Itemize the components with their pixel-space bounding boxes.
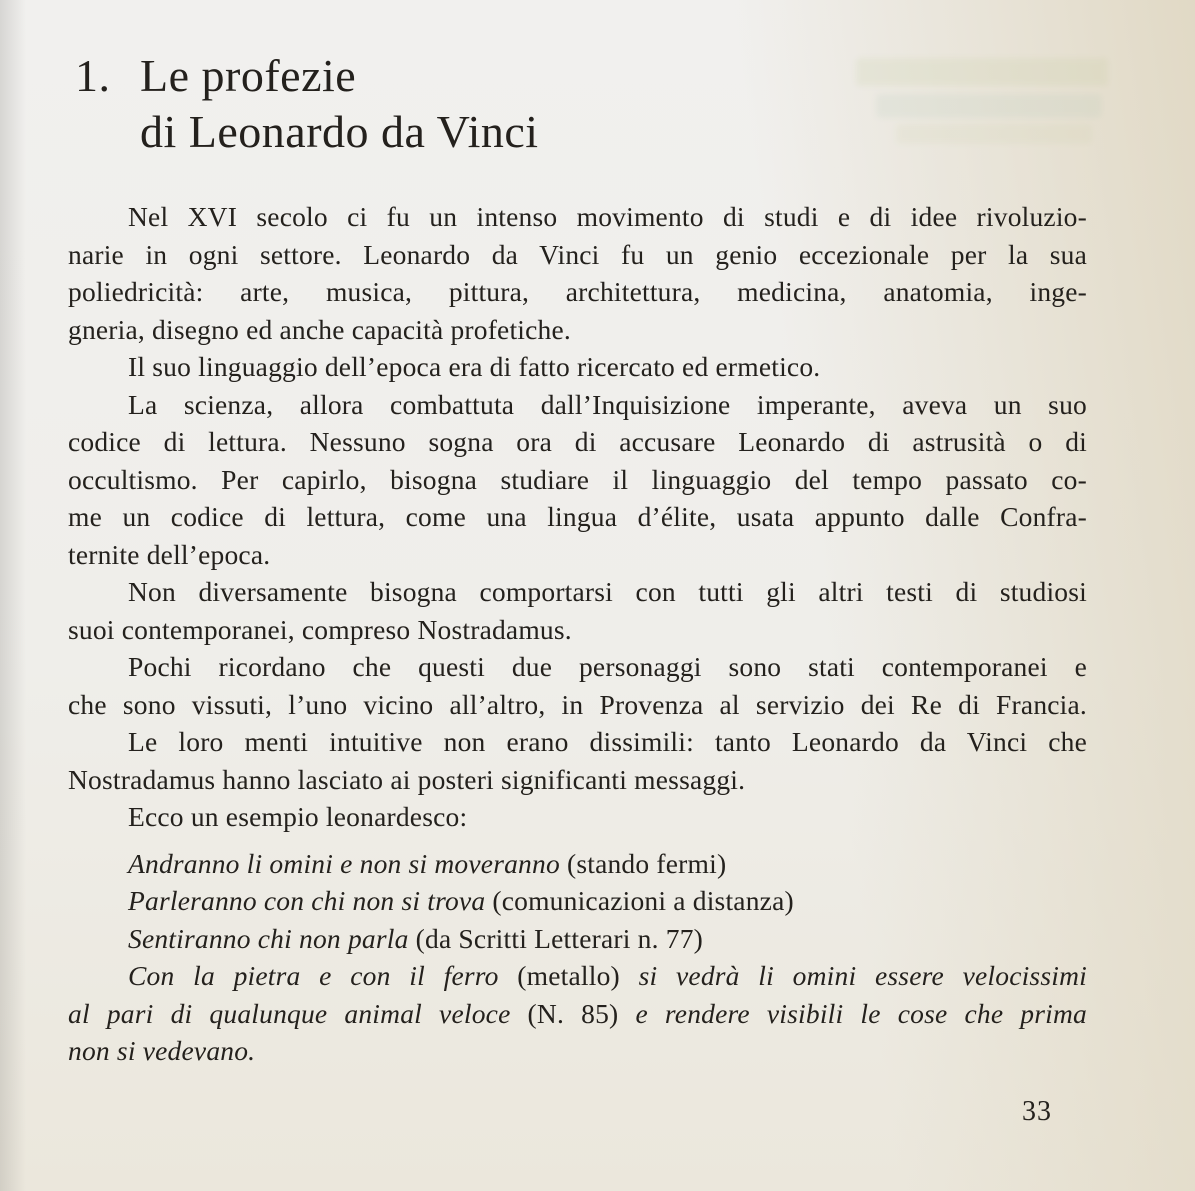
text-line	[68, 423, 1087, 461]
text-line	[68, 723, 1087, 761]
quote-italic-text: al pari di qualunque animal veloce	[68, 997, 511, 1029]
chapter-number: 1.	[75, 50, 111, 101]
body-text: poliedricità: arte, musica, pittura, architettura, medicina, anatomia, inge-	[68, 276, 1087, 307]
text-line	[68, 686, 1087, 724]
text-line	[68, 798, 1087, 836]
body-text: (N. 85)	[510, 997, 636, 1029]
paragraph	[68, 198, 1087, 348]
text-line	[68, 920, 1087, 958]
body-text: narie in ogni settore. Leonardo da Vinci fu un genio eccezionale per la sua	[68, 238, 1087, 270]
text-line	[68, 1032, 1087, 1070]
text-line	[68, 536, 1087, 574]
text-line	[68, 611, 1087, 649]
chapter-title-text	[140, 48, 539, 160]
body-text: Nel XVI secolo ci fu un intenso movimento di studi e di idee rivoluzio-	[128, 201, 1087, 232]
quote-paragraph	[68, 845, 1087, 1070]
paragraph	[68, 723, 1087, 798]
quote-italic-text: Con la pietra e con il ferro	[128, 960, 499, 991]
text-line	[68, 348, 1087, 386]
body-text: ternite dell’epoca.	[68, 538, 271, 570]
quote-italic-text: non si vedevano.	[68, 1035, 256, 1066]
body-text: La scienza, allora combattuta dall’Inquisizione imperante, aveva un suo	[128, 388, 1087, 420]
body-text: gneria, disegno ed anche capacità profetiche.	[68, 313, 571, 345]
text-line	[68, 957, 1087, 995]
text-line	[68, 386, 1087, 424]
paragraph	[68, 798, 1087, 836]
text-line	[68, 198, 1087, 236]
text-line	[68, 236, 1087, 274]
chapter-title	[75, 48, 1075, 160]
text-line	[68, 311, 1087, 349]
text-line	[68, 498, 1087, 536]
text-line	[68, 648, 1087, 686]
quote-italic-text: Sentiranno chi non parla	[128, 922, 409, 954]
body-text: (comunicazioni a distanza)	[485, 885, 794, 916]
quote-italic-text: si vedrà li omini essere velocissimi	[638, 960, 1087, 991]
body-text: Le loro menti intuitive non erano dissimili: tanto Leonardo da Vinci che	[128, 726, 1087, 757]
body-text: me un codice di lettura, come una lingua d’élite, usata appunto dalle Confra-	[68, 501, 1087, 532]
paragraph	[68, 648, 1087, 723]
body-text: (metallo)	[498, 960, 639, 991]
body-text: Pochi ricordano che questi due personaggi sono stati contemporanei e	[128, 651, 1087, 682]
quote-italic-text: e rendere visibili le cose che prima	[635, 997, 1087, 1029]
text-line	[68, 882, 1087, 920]
body-text: (stando fermi)	[559, 847, 727, 879]
body-text: Non diversamente bisogna comportarsi con tutti gli altri testi di studiosi	[128, 576, 1087, 607]
body-text: codice di lettura. Nessuno sogna ora di accusare Leonardo di astrusità o di	[68, 426, 1087, 457]
paragraph	[68, 573, 1087, 648]
chapter-title-line1: Le profezie	[140, 50, 357, 101]
page-body	[68, 198, 1087, 1070]
text-line	[68, 761, 1087, 799]
text-line	[68, 995, 1087, 1033]
text-line	[68, 845, 1087, 883]
body-text: (da Scritti Letterari n. 77)	[408, 922, 704, 954]
body-text: occultismo. Per capirlo, bisogna studiare il linguaggio del tempo passato co-	[68, 463, 1087, 495]
body-text: che sono vissuti, l’uno vicino all’altro, in Provenza al servizio dei Re di Francia.	[68, 688, 1087, 720]
body-text: Nostradamus hanno lasciato ai posteri significanti messaggi.	[68, 763, 746, 795]
paragraph	[68, 348, 1087, 386]
text-line	[68, 273, 1087, 311]
body-text: Il suo linguaggio dell’epoca era di fatto ricercato ed ermetico.	[128, 351, 821, 382]
quote-italic-text: Parleranno con chi non si trova	[128, 885, 486, 916]
page-number: 33	[1022, 1096, 1052, 1127]
text-line	[68, 573, 1087, 611]
body-text: Ecco un esempio leonardesco:	[128, 801, 468, 832]
paragraph	[68, 386, 1087, 574]
chapter-title-line2: di Leonardo da Vinci	[140, 106, 539, 157]
body-text: suoi contemporanei, compreso Nostradamus.	[68, 613, 572, 645]
text-line	[68, 461, 1087, 499]
quote-italic-text: Andranno li omini e non si moveranno	[128, 847, 560, 879]
